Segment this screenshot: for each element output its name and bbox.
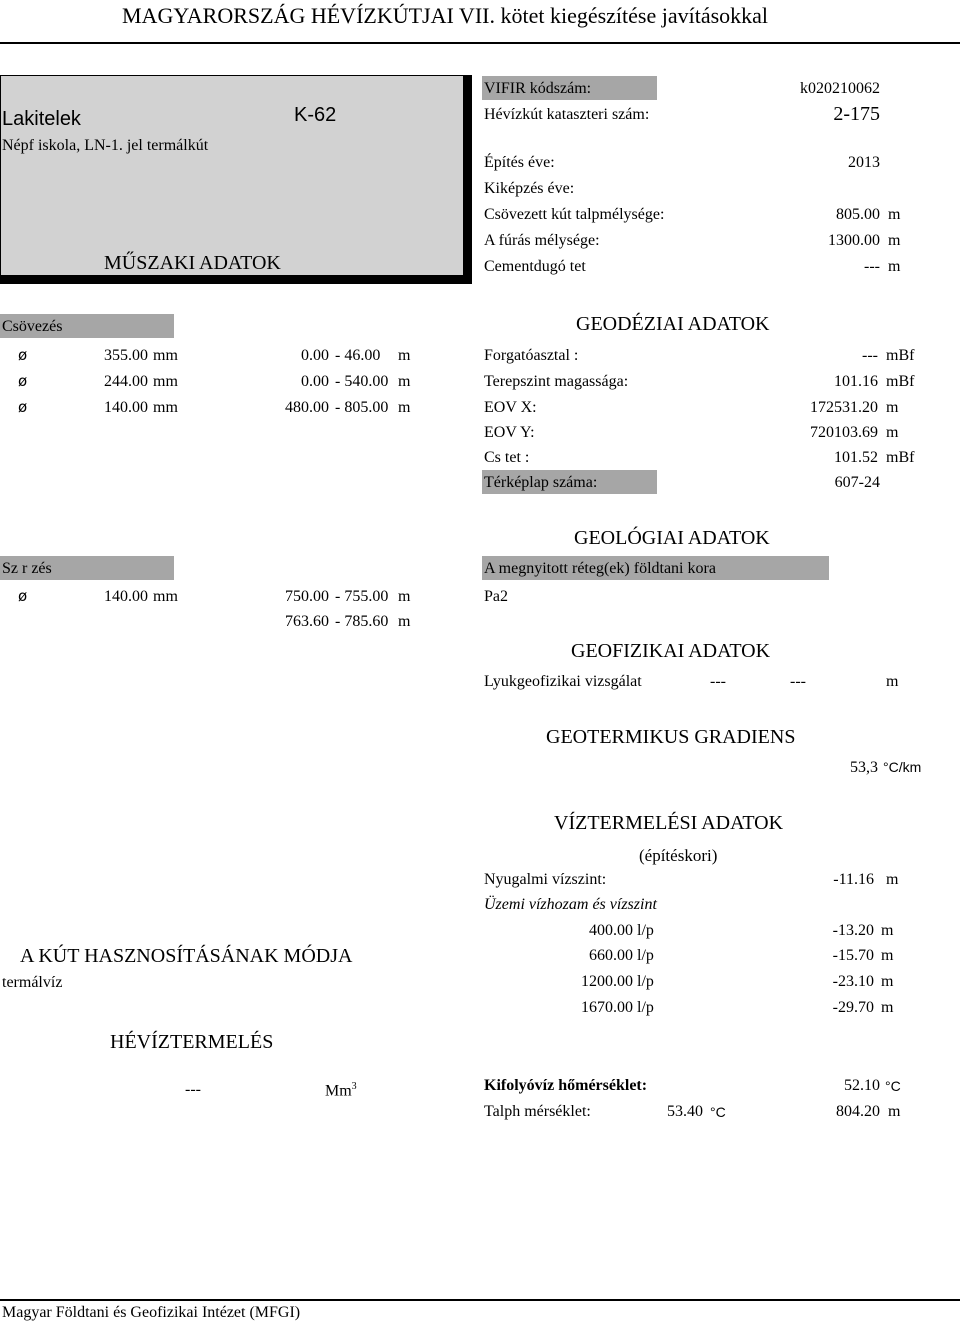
level-value: -29.70 xyxy=(832,999,874,1016)
production-subtitle: (építéskori) xyxy=(639,846,718,865)
geophysics-from: --- xyxy=(710,673,726,690)
casing-title: Csövezés xyxy=(2,318,63,335)
geodetic-label: EOV X: xyxy=(484,399,537,416)
section-viztermeles: VÍZTERMELÉSI ADATOK xyxy=(554,812,784,834)
map-value: 607-24 xyxy=(834,474,880,491)
casing-diameter: 355.00 xyxy=(104,347,148,364)
casing-diameter: 140.00 xyxy=(104,399,148,416)
casing-m: m xyxy=(398,373,411,390)
flow-value: 1670.00 xyxy=(581,999,633,1016)
casing-to: - 805.00 xyxy=(335,399,389,416)
geophysics-unit: m xyxy=(886,673,899,690)
geodetic-unit: mBf xyxy=(886,449,915,466)
static-level-label: Nyugalmi vízszint: xyxy=(484,871,607,888)
casing-from: 0.00 xyxy=(301,347,329,364)
geodetic-unit: m xyxy=(886,424,899,441)
geodetic-unit: mBf xyxy=(886,373,915,390)
geodetic-unit: mBf xyxy=(886,347,915,364)
built-value: 2013 xyxy=(848,154,880,171)
section-geofizika: GEOFIZIKAI ADATOK xyxy=(571,640,771,662)
geodetic-unit: m xyxy=(886,399,899,416)
vifir-label: VIFIR kódszám: xyxy=(484,80,592,97)
diameter-icon: ø xyxy=(18,346,28,364)
screen-to: - 785.60 xyxy=(335,613,389,630)
vifir-value: k020210062 xyxy=(800,80,880,97)
geodetic-value: 101.52 xyxy=(834,449,878,466)
geology-label: A megnyitott réteg(ek) földtani kora xyxy=(484,560,716,577)
gradient-value: 53,3 xyxy=(850,759,878,776)
operating-label: Üzemi vízhozam és vízszint xyxy=(484,896,657,913)
cased-depth-value: 805.00 xyxy=(836,206,880,223)
geodetic-label: EOV Y: xyxy=(484,424,535,441)
hevi-unit xyxy=(325,1081,357,1100)
map-label: Térképlap száma: xyxy=(484,474,598,491)
built-label: Építés éve: xyxy=(484,154,555,171)
casing-from: 0.00 xyxy=(301,373,329,390)
screen-m: m xyxy=(398,588,411,605)
flow-value: 400.00 xyxy=(589,922,633,939)
hevi-unit-base: Mm xyxy=(325,1082,352,1100)
outflow-temp-label: Kifolyóvíz hőmérséklet: xyxy=(484,1077,648,1094)
screen-diameter: 140.00 xyxy=(104,588,148,605)
geodetic-label: Terepszint magassága: xyxy=(484,373,629,390)
well-location: Lakitelek xyxy=(2,108,81,130)
outflow-temp-unit: °C xyxy=(885,1078,901,1094)
geodetic-value: 101.16 xyxy=(834,373,878,390)
screen-m: m xyxy=(398,613,411,630)
footer-text: Magyar Földtani és Geofizikai Intézet (MFGI) xyxy=(2,1304,301,1321)
flow-unit: l/p xyxy=(637,999,654,1016)
geophysics-label: Lyukgeofizikai vizsgálat xyxy=(484,673,642,690)
screen-from: 750.00 xyxy=(285,588,329,605)
hevi-unit-exp: 3 xyxy=(351,1081,357,1092)
section-muszaki: MŰSZAKI ADATOK xyxy=(104,252,281,274)
casing-unit: mm xyxy=(153,347,178,364)
drill-depth-value: 1300.00 xyxy=(828,232,880,249)
page-title: MAGYARORSZÁG HÉVÍZKÚTJAI VII. kötet kiegészítése javításokkal xyxy=(122,3,769,28)
geophysics-to: --- xyxy=(790,673,806,690)
footer-divider xyxy=(0,1299,960,1301)
well-id-panel xyxy=(0,75,464,276)
screen-from: 763.60 xyxy=(285,613,329,630)
flow-unit: l/p xyxy=(637,973,654,990)
usage-value: termálvíz xyxy=(2,974,63,991)
static-level-value: -11.16 xyxy=(833,871,874,888)
section-hasznositas: A KÚT HASZNOSÍTÁSÁNAK MÓDJA xyxy=(20,945,353,967)
cadastral-value: 2-175 xyxy=(833,103,880,125)
hevi-value: --- xyxy=(185,1081,201,1098)
level-unit: m xyxy=(881,922,894,939)
casing-m: m xyxy=(398,399,411,416)
geodetic-value: 720103.69 xyxy=(810,424,878,441)
screen-unit: mm xyxy=(153,588,178,605)
cement-label: Cementdugó tet xyxy=(484,258,586,275)
geodetic-value: --- xyxy=(862,347,878,364)
screen-to: - 755.00 xyxy=(335,588,389,605)
diameter-icon: ø xyxy=(18,587,28,605)
level-value: -13.20 xyxy=(832,922,874,939)
flow-value: 660.00 xyxy=(589,947,633,964)
drill-depth-label: A fúrás mélysége: xyxy=(484,232,600,249)
casing-diameter: 244.00 xyxy=(104,373,148,390)
level-unit: m xyxy=(881,947,894,964)
bottom-temp-unit: °C xyxy=(710,1104,726,1120)
geology-value: Pa2 xyxy=(484,588,508,605)
cement-value: --- xyxy=(864,258,880,275)
completion-label: Kiképzés éve: xyxy=(484,180,575,197)
cased-depth-unit: m xyxy=(888,206,901,223)
drill-depth-unit: m xyxy=(888,232,901,249)
casing-unit: mm xyxy=(153,373,178,390)
bottom-depth-value: 804.20 xyxy=(836,1103,880,1120)
well-description: Népf iskola, LN-1. jel termálkút xyxy=(2,137,209,154)
section-geodezia: GEODÉZIAI ADATOK xyxy=(576,313,770,335)
casing-to: - 46.00 xyxy=(335,347,381,364)
casing-unit: mm xyxy=(153,399,178,416)
bottom-temp-value: 53.40 xyxy=(667,1103,703,1120)
geodetic-label: Forgatóasztal : xyxy=(484,347,579,364)
level-value: -23.10 xyxy=(832,973,874,990)
screen-title: Sz r zés xyxy=(2,560,52,577)
casing-to: - 540.00 xyxy=(335,373,389,390)
bottom-temp-label: Talph mérséklet: xyxy=(484,1103,591,1120)
level-unit: m xyxy=(881,973,894,990)
cased-depth-label: Csövezett kút talpmélysége: xyxy=(484,206,665,223)
diameter-icon: ø xyxy=(18,372,28,390)
static-level-unit: m xyxy=(886,871,899,888)
cadastral-label: Hévízkút kataszteri szám: xyxy=(484,106,650,123)
geodetic-value: 172531.20 xyxy=(810,399,878,416)
cement-unit: m xyxy=(888,258,901,275)
header-divider xyxy=(0,42,960,44)
flow-unit: l/p xyxy=(637,947,654,964)
well-code: K-62 xyxy=(294,104,337,126)
flow-value: 1200.00 xyxy=(581,973,633,990)
casing-from: 480.00 xyxy=(285,399,329,416)
bottom-depth-unit: m xyxy=(888,1103,901,1120)
level-value: -15.70 xyxy=(832,947,874,964)
section-gradiens: GEOTERMIKUS GRADIENS xyxy=(546,726,796,748)
casing-m: m xyxy=(398,347,411,364)
diameter-icon: ø xyxy=(18,398,28,416)
outflow-temp-value: 52.10 xyxy=(844,1077,880,1094)
geodetic-label: Cs tet : xyxy=(484,449,530,466)
level-unit: m xyxy=(881,999,894,1016)
flow-unit: l/p xyxy=(637,922,654,939)
section-heviztermeles: HÉVÍZTERMELÉS xyxy=(110,1031,274,1053)
gradient-unit: °C/km xyxy=(883,759,922,775)
section-geologia: GEOLÓGIAI ADATOK xyxy=(574,527,770,549)
